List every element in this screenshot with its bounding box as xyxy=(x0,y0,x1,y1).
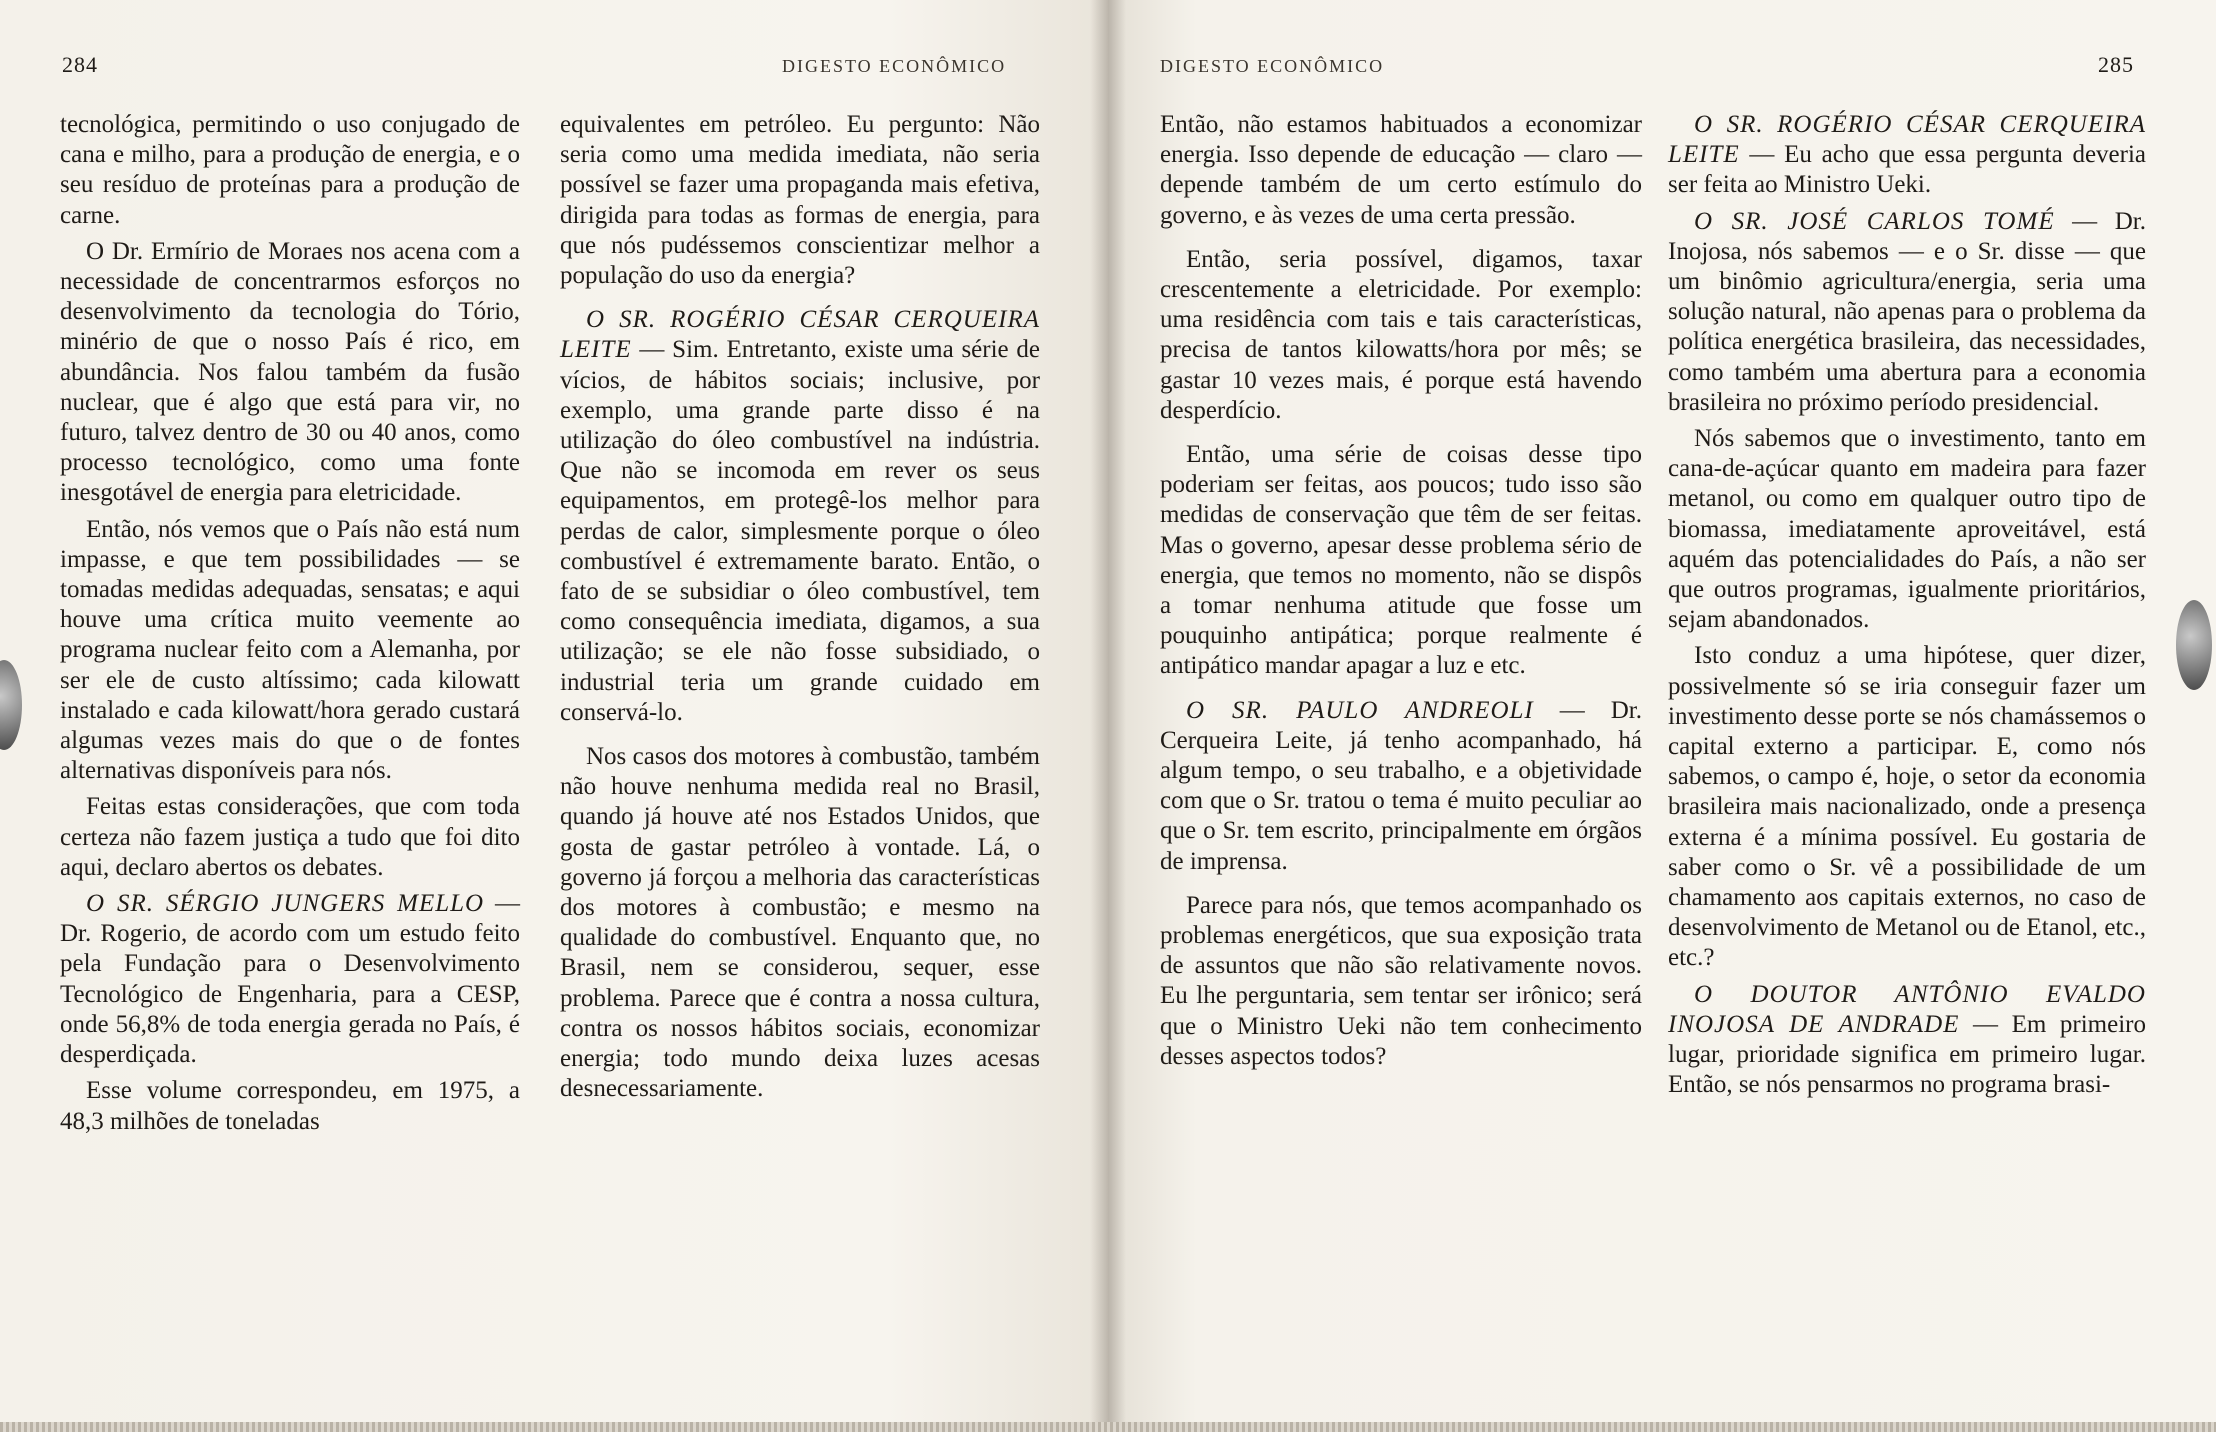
speaker-name: O SR. JOSÉ CARLOS TOMÉ xyxy=(1694,207,2055,235)
speech-text: — Dr. Cerqueira Leite, já tenho acompanhado, há algum tempo, o seu trabalho, e a objetividade com que o Sr. tratou o tema é muito peculiar ao que o Sr. tem escrito, principalmente em órgãos de imprensa. xyxy=(1160,696,1643,875)
left-column-2 xyxy=(560,110,1040,1111)
paragraph: Feitas estas considerações, que com toda certeza não fazem justiça a tudo que foi dito aqui, declaro abertos os debates. xyxy=(60,793,520,881)
page-number: 285 xyxy=(2098,52,2134,77)
speech-text: — Dr. Rogerio, de acordo com um estudo feito pela Fundação para o Desenvolvimento Tecnológico de Engenharia, para a CESP, onde 56,8% de toda energia gerada no País, é desperdiçada. xyxy=(60,890,521,1069)
paragraph: Então, uma série de coisas desse tipo poderiam ser feitas, aos poucos; tudo isso são medidas de conservação que têm de ser feitas. Mas o governo, apesar desse problema sério de energia, que temos no momento, não se dispôs a tomar nenhuma atitude que fosse um pouquinho antipática; porque realmente é antipático mandar apagar a luz e etc. xyxy=(1160,441,1642,680)
speaker-paragraph xyxy=(60,889,520,1070)
gutter-shadow xyxy=(1090,0,1126,1432)
speaker-paragraph xyxy=(1668,110,2146,201)
paragraph: Isto conduz a uma hipótese, quer dizer, possivelmente só se iria conseguir fazer um investimento desse porte se nós chamássemos o capital externo a participar. E, como nós sabemos, o campo é, hoje, o setor da economia brasileira mais nacionalizado, onde a presença externa é a mínima possível. Eu gostaria de saber como o Sr. vê a possibilidade de um chamamento aos capitais externos, no caso de desenvolvimento de Metanol ou de Etanol, etc., etc.? xyxy=(1668,642,2146,972)
speaker-name: O SR. ROGÉRIO CÉSAR CERQUEIRA LEITE xyxy=(1668,111,2146,169)
binder-ring xyxy=(0,660,22,750)
paragraph: Esse volume correspondeu, em 1975, a 48,3 milhões de toneladas xyxy=(60,1077,520,1135)
page-number: 284 xyxy=(62,52,98,77)
paragraph: Nos casos dos motores à combustão, também não houve nenhuma medida real no Brasil, quando já houve até nos Estados Unidos, que gosta de gastar petróleo à vontade. Lá, o governo já forçou a melhoria das características dos motores à combustão; e mesmo na qualidade do combustível. Enquanto que, no Brasil, nem se considerou, sequer, esse problema. Parece que é contra a nossa cultura, contra os nossos hábitos sociais, economizar energia; todo mundo deixa luzes acesas desnecessariamente. xyxy=(560,743,1040,1103)
speaker-name: O SR. SÉRGIO JUNGERS MELLO xyxy=(86,890,485,918)
speaker-name: O SR. PAULO ANDREOLI xyxy=(1186,696,1534,724)
speaker-paragraph xyxy=(560,305,1040,728)
running-head: DIGESTO ECONÔMICO xyxy=(782,56,1007,76)
paragraph: Parece para nós, que temos acompanhado os problemas energéticos, que sua exposição trata de assuntos que não são relativamente novos. Eu lhe perguntaria, sem tentar ser irônico; será que o Ministro Ueki não tem conhecimento desses aspectos todos? xyxy=(1160,891,1642,1070)
paragraph: equivalentes em petróleo. Eu pergunto: Não seria como uma medida imediata, não seria possível se fazer uma propaganda mais efetiva, dirigida para todas as formas de energia, para que nós pudéssemos conscientizar melhor a população do uso da energia? xyxy=(560,111,1040,290)
paragraph: Nós sabemos que o investimento, tanto em cana-de-açúcar quanto em madeira para fazer metanol, ou como em qualquer outro tipo de biomassa, imediatamente aproveitável, está aquém das potencialidades do País, a não ser que outros programas, igualmente prioritários, sejam abandonados. xyxy=(1668,425,2146,634)
speaker-paragraph xyxy=(1668,980,2146,1101)
running-head: DIGESTO ECONÔMICO xyxy=(1160,56,1385,76)
paragraph: tecnológica, permitindo o uso conjugado de cana e milho, para a produção de energia, e o seu resíduo de proteínas para a produção de carne. xyxy=(60,111,520,229)
speaker-name: O DOUTOR ANTÔNIO EVALDO INOJOSA DE ANDRADE xyxy=(1668,980,2146,1038)
page-edges xyxy=(0,1422,2216,1432)
speaker-name: O SR. ROGÉRIO CÉSAR CERQUEIRA LEITE xyxy=(560,306,1040,364)
right-column-1 xyxy=(1160,110,1642,1078)
right-page xyxy=(1108,0,2216,1432)
binder-ring xyxy=(2176,600,2212,690)
speech-text: — Em primeiro lugar, prioridade significa em primeiro lugar. Então, se nós pensarmos no programa brasi- xyxy=(1668,1010,2146,1099)
speech-text: — Sim. Entretanto, existe uma série de vícios, de hábitos sociais; inclusive, por exemplo, uma grande parte disso é na utilização do óleo combustível na indústria. Que não se incomoda em rever os seus equipamentos, em protegê-los melhor para perdas de calor, simplesmente porque o óleo combustível é extremamente barato. Então, o fato de se subsidiar o óleo combustível, tem como consequência imediata, digamos, a sua utilização; se ele não fosse subsidiado, o industrial teria um grande cuidado em conservá-lo. xyxy=(560,336,1040,726)
paragraph: Então, nós vemos que o País não está num impasse, e que tem possibilidades — se tomadas medidas adequadas, sensatas; e aqui houve uma crítica muito veemente ao programa nuclear feito com a Alemanha, por ser ele de custo altíssimo; cada kilowatt instalado e cada kilowatt/hora gerado custará algumas vezes mais do que o de fontes alternativas disponíveis para nós. xyxy=(60,515,520,785)
right-column-2 xyxy=(1668,110,2146,1107)
paragraph: O Dr. Ermírio de Moraes nos acena com a necessidade de concentrarmos esforços no desenvolvimento da tecnologia do Tório, minério de que o nosso País é rico, em abundância. Nos falou também da fusão nuclear, que é algo que está para vir, no futuro, talvez dentro de 30 ou 40 anos, como processo tecnológico, como uma fonte inesgotável de energia para eletricidade. xyxy=(60,237,520,507)
speech-text: — Eu acho que essa pergunta deveria ser feita ao Ministro Ueki. xyxy=(1668,141,2146,199)
paragraph: Então, seria possível, digamos, taxar crescentemente a eletricidade. Por exemplo: uma residência com tais e tais características, precisa de tantos kilowatts/hora por mês; se gastar 10 vezes mais, é porque está havendo desperdício. xyxy=(1160,245,1642,424)
paragraph: Então, não estamos habituados a economizar energia. Isso depende de educação — claro — depende também de um certo estímulo do governo, e às vezes de uma certa pressão. xyxy=(1160,111,1642,229)
speaker-paragraph xyxy=(1668,207,2146,418)
left-column-1 xyxy=(60,110,520,1143)
speech-text: — Dr. Inojosa, nós sabemos — e o Sr. disse — que um binômio agricultura/energia, seria uma solução natural, não apenas para o problema da política energética brasileira, das necessidades, como também uma abertura para a economia brasileira no próximo período presidencial. xyxy=(1668,207,2146,416)
speaker-paragraph xyxy=(1160,696,1642,877)
